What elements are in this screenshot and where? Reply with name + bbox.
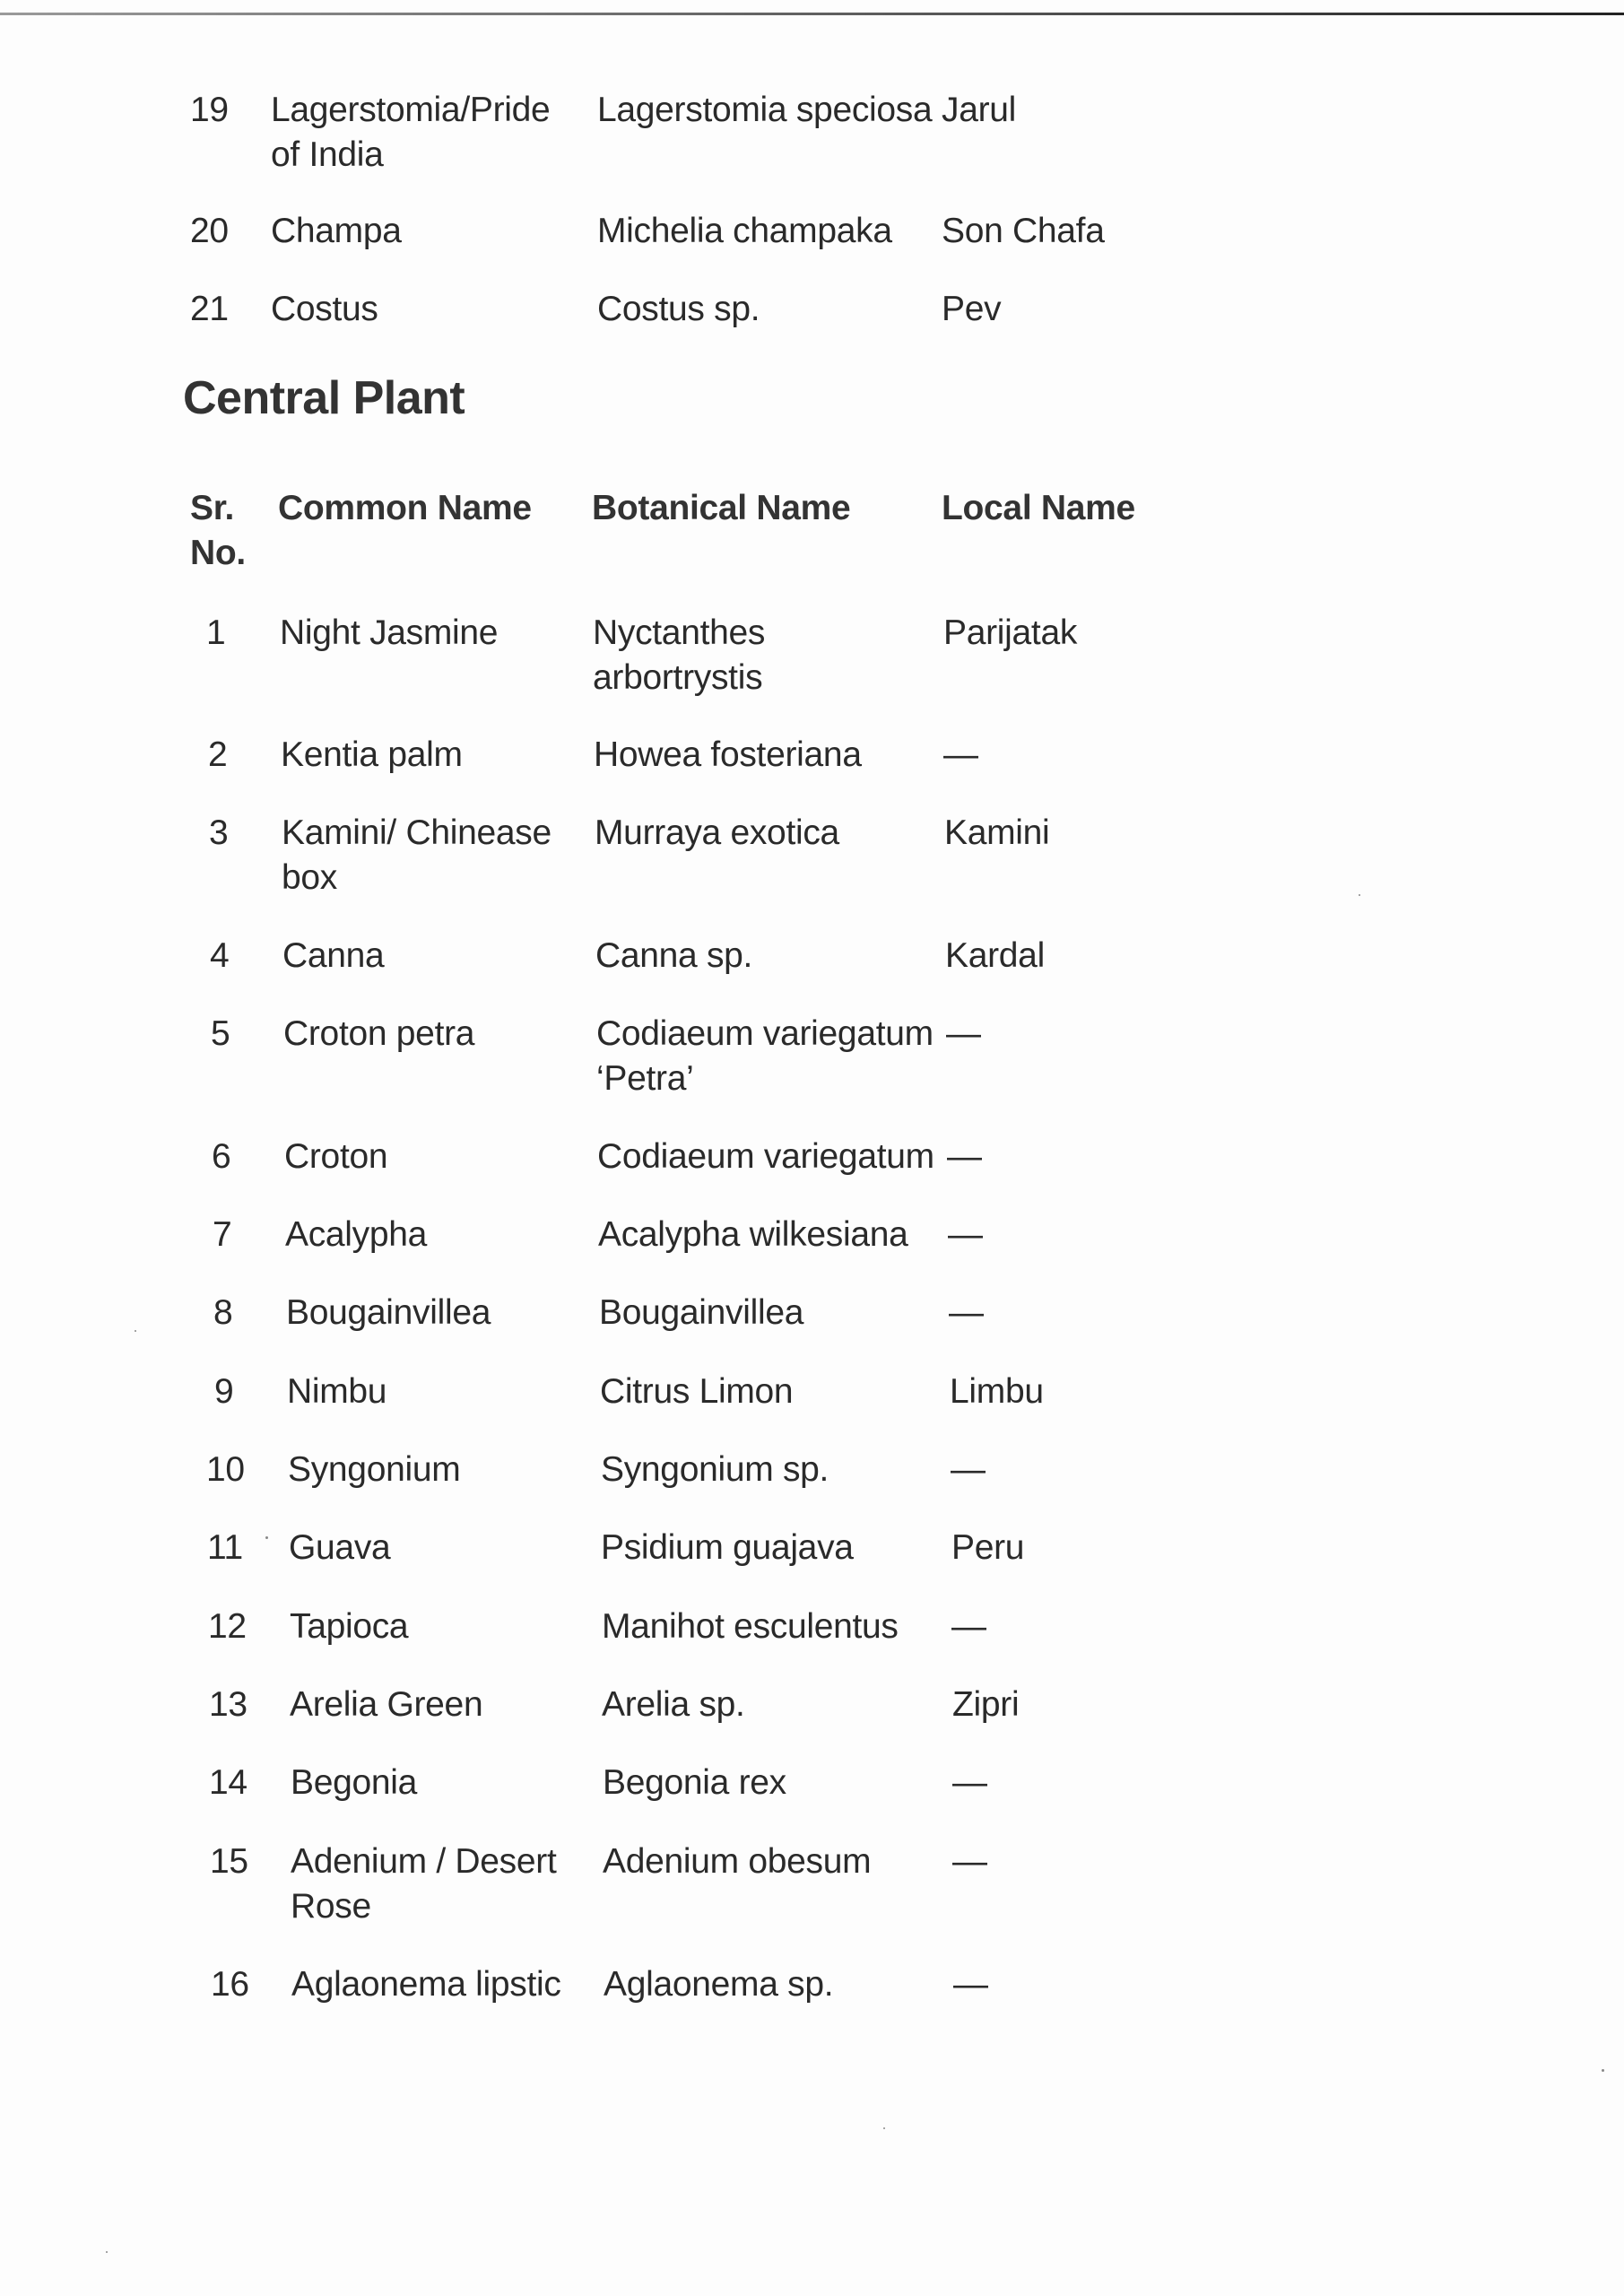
local-name-cell: — [948,1215,983,1254]
sr-no-cell: 4 [210,936,230,975]
sr-no-cell: 19 [190,91,229,129]
common-name-header: Common Name [278,489,532,527]
common-name-cell: Lagerstomia/Pride of India [271,91,551,174]
scan-speck [106,2251,108,2253]
sr-no-cell: 11 [207,1528,243,1567]
local-name-cell: Jarul [942,91,1017,129]
local-name-cell: Pev [942,290,1002,328]
botanical-name-cell: Citrus Limon [600,1372,794,1411]
botanical-name-cell: Nyctanthes arbortrystis [593,613,766,697]
local-name-cell: Peru [951,1528,1025,1567]
local-name-cell: — [951,1607,986,1646]
common-name-cell: Croton [284,1137,388,1176]
botanical-name-cell: Codiaeum variegatum [597,1137,934,1176]
common-name-cell: Aglaonema lipstic [291,1965,561,2004]
local-name-cell: — [953,1965,988,2004]
local-name-cell: — [952,1842,987,1881]
local-name-cell: — [952,1763,987,1802]
common-name-cell: Tapioca [290,1607,409,1646]
sr-no-cell: 2 [208,735,228,774]
sr-no-cell: 8 [213,1293,233,1332]
common-name-cell: Costus [271,290,378,328]
local-name-cell: Kamini [944,813,1050,852]
sr-no-cell: 16 [211,1965,249,2004]
common-name-cell: Bougainvillea [286,1293,491,1332]
common-name-cell: Nimbu [287,1372,387,1411]
botanical-name-cell: Howea fosteriana [594,735,862,774]
local-name-cell: — [946,1014,981,1053]
local-name-cell: — [949,1293,984,1332]
sr-no-cell: 5 [211,1014,230,1053]
sr-no-cell: 3 [209,813,229,852]
botanical-name-cell: Murraya exotica [595,813,839,852]
sr-no-cell: 10 [206,1450,245,1489]
common-name-cell: Canna [282,936,385,975]
local-name-header: Local Name [942,489,1135,527]
local-name-cell: Parijatak [943,613,1078,652]
sr-no-cell: 9 [214,1372,234,1411]
botanical-name-header: Botanical Name [592,489,851,527]
local-name-cell: Son Chafa [942,212,1105,250]
top-rule [0,13,1624,15]
common-name-cell: Champa [271,212,402,250]
sr-no-cell: 7 [213,1215,232,1254]
common-name-cell: Kamini/ Chinease box [282,813,551,897]
botanical-name-cell: Syngonium sp. [601,1450,829,1489]
sr-no-cell: 20 [190,212,229,250]
local-name-cell: Kardal [945,936,1045,975]
local-name-cell: Limbu [950,1372,1044,1411]
common-name-cell: Begonia [291,1763,418,1802]
sr-no-header: Sr. No. [190,489,246,572]
scan-speck [135,1330,136,1332]
botanical-name-cell: Aglaonema sp. [604,1965,834,2004]
sr-no-cell: 6 [212,1137,231,1176]
common-name-cell: Acalypha [285,1215,428,1254]
sr-no-cell: 15 [210,1842,248,1881]
common-name-cell: Night Jasmine [280,613,499,652]
common-name-cell: Kentia palm [281,735,463,774]
sr-no-cell: 13 [209,1685,248,1724]
section-title: Central Plant [183,372,465,424]
common-name-cell: Adenium / Desert Rose [291,1842,557,1926]
scan-speck [1359,894,1360,896]
common-name-cell: Arelia Green [290,1685,483,1724]
local-name-cell: Zipri [952,1685,1020,1724]
botanical-name-cell: Bougainvillea [599,1293,804,1332]
sr-no-cell: 1 [206,613,226,652]
botanical-name-cell: Begonia rex [603,1763,786,1802]
local-name-cell: — [947,1137,982,1176]
common-name-cell: Syngonium [288,1450,461,1489]
botanical-name-cell: Michelia champaka [597,212,892,250]
scan-speck [265,1536,268,1539]
sr-no-cell: 14 [209,1763,248,1802]
sr-no-cell: 21 [190,290,229,328]
botanical-name-cell: Arelia sp. [602,1685,745,1724]
botanical-name-cell: Acalypha wilkesiana [598,1215,908,1254]
botanical-name-cell: Costus sp. [597,290,760,328]
botanical-name-cell: Lagerstomia speciosa [597,91,933,129]
local-name-cell: — [943,735,978,774]
local-name-cell: — [951,1450,986,1489]
botanical-name-cell: Codiaeum variegatum ‘Petra’ [596,1014,934,1098]
sr-no-cell: 12 [208,1607,247,1646]
botanical-name-cell: Canna sp. [595,936,753,975]
botanical-name-cell: Manihot esculentus [602,1607,899,1646]
common-name-cell: Croton petra [283,1014,475,1053]
scan-speck [883,2127,885,2129]
common-name-cell: Guava [289,1528,391,1567]
botanical-name-cell: Adenium obesum [603,1842,872,1881]
scan-speck [1602,2069,1604,2072]
botanical-name-cell: Psidium guajava [601,1528,854,1567]
